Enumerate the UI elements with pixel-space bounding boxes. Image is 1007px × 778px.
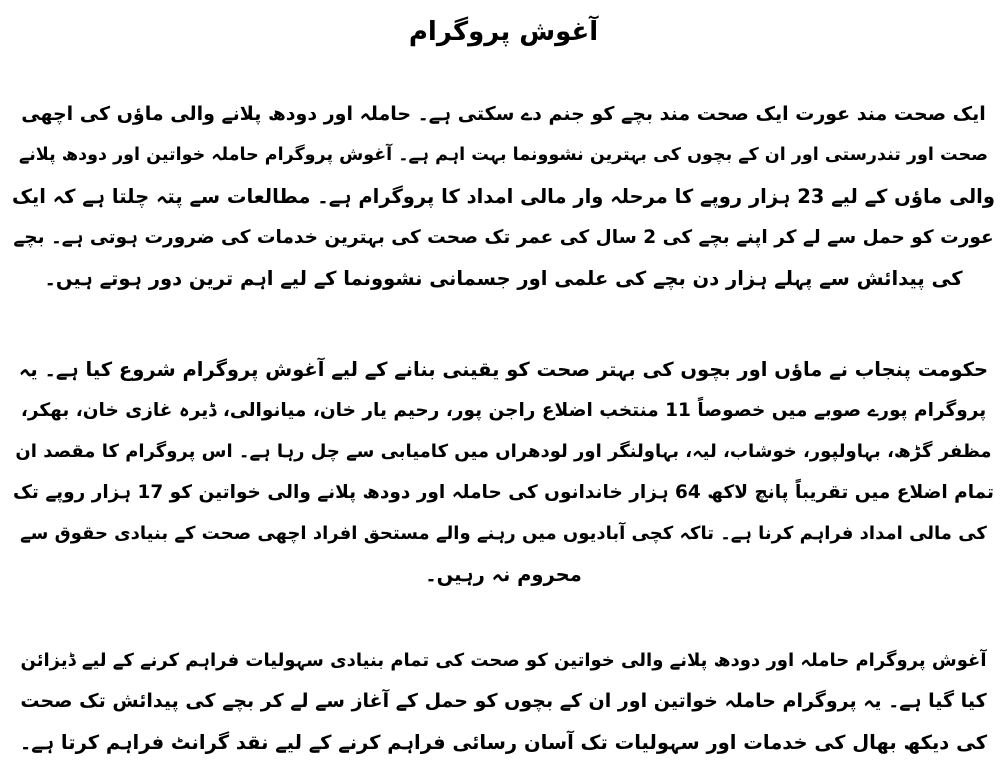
text-line: کی پیدائش سے پہلے ہزار دن بچے کی علمی اور جسمانی نشوونما کے لیے اہم ترین دور ہوتے ہیں۔ (44, 267, 963, 290)
text-line: آغوش پروگرام حاملہ اور دودھ پلانے والی خواتین کو صحت کی تمام بنیادی سہولیات فراہم کرنے کے لیے ڈیزائن (20, 650, 987, 671)
paragraph-services (12, 640, 995, 763)
text-line: کیا گیا ہے۔ یہ پروگرام حاملہ خواتین اور ان کے بچوں کو حمل کے آغاز سے لے کر بچے کی پیدائش تک صحت (20, 690, 987, 712)
text-line: ایک صحت مند عورت ایک صحت مند بچے کو جنم دے سکتی ہے۔ حاملہ اور دودھ پلانے والی ماؤں کی اچھی (21, 103, 986, 125)
text-line: عورت کو حمل سے لے کر اپنے بچے کی 2 سال کی عمر تک صحت کی بہترین خدمات کی ضرورت ہوتی ہے۔ بچے (13, 227, 994, 248)
text-line: حکومت پنجاب نے ماؤں اور بچوں کی بہتر صحت کو یقینی بنانے کے لیے آغوش پروگرام شروع کیا ہے۔ یہ (18, 358, 989, 381)
text-line: مظفر گڑھ، بہاولپور، خوشاب، لیہ، بہاولنگر اور لودھراں میں کامیابی سے چل رہا ہے۔ اس پروگرام کا مقصد ان (15, 441, 992, 462)
text-line: کی مالی امداد فراہم کرنا ہے۔ تاکہ کچی آبادیوں میں رہنے والے مستحق افراد اچھی صحت کے بنیادی حقوق سے (20, 523, 987, 544)
text-line: والی ماؤں کے لیے 23 ہزار روپے کا مرحلہ وار مالی امداد کا پروگرام ہے۔ مطالعات سے پتہ چلتا ہے کہ ایک (12, 185, 995, 208)
text-line: کی دیکھ بھال کی خدمات اور سہولیات تک آسان رسائی فراہم کرنے کے لیے نقد گرانٹ فراہم کرتا ہے۔ (19, 731, 988, 754)
text-line: صحت اور تندرستی اور ان کے بچوں کی بہترین نشوونما بہت اہم ہے۔ آغوش پروگرام حاملہ خواتین اور دودھ پلانے (18, 145, 988, 165)
page-title: آغوش پروگرام (408, 17, 599, 47)
text-line: تمام اضلاع میں تقریباً پانچ لاکھ 64 ہزار خاندانوں کی حاملہ اور دودھ پلانے والی خواتین کو 17 ہزار روپے تک (12, 482, 995, 503)
text-line: پروگرام پورے صوبے میں خصوصاً 11 منتخب اضلاع راجن پور، رحیم یار خان، میانوالی، ڈیرہ غازی خان، بھکر، (20, 400, 987, 421)
paragraph-intro (12, 94, 995, 299)
text-line: محروم نہ رہیں۔ (425, 563, 582, 586)
paragraph-program-details (12, 349, 995, 595)
